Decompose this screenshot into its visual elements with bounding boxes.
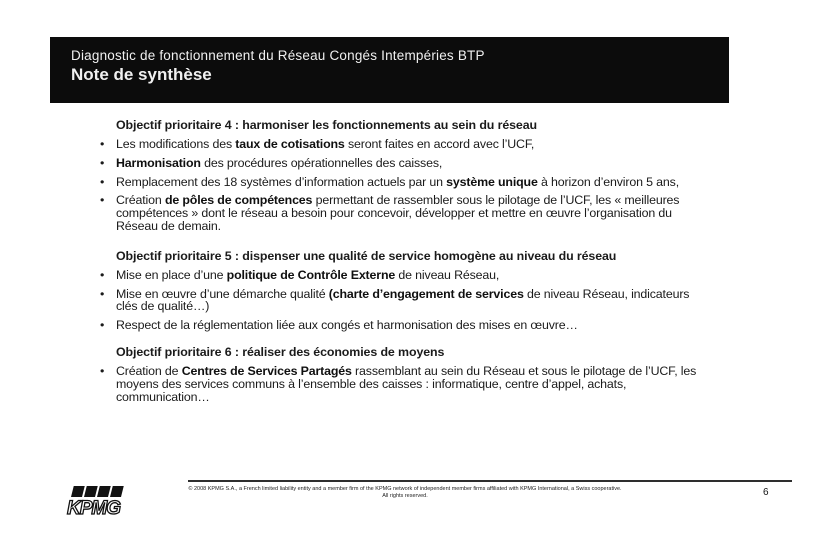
bullet-icon: • — [100, 267, 105, 282]
slide-header — [50, 37, 729, 103]
list-item — [100, 138, 714, 151]
page-title: Note de synthèse — [71, 65, 212, 84]
footer-divider — [188, 480, 792, 482]
list-item — [100, 319, 714, 332]
section-heading: Objectif prioritaire 6 : réaliser des économies de moyens — [116, 344, 445, 359]
kpmg-logo-icon — [66, 485, 126, 519]
bullet-icon: • — [100, 193, 105, 208]
bullet-icon: • — [100, 137, 105, 151]
copyright-line-1: © 2008 KPMG S.A., a French limited liability entity and a member firm of the KPMG network of independent member firms affiliated with KPMG International, a Swiss cooperative. — [188, 486, 622, 492]
list-item — [100, 288, 714, 314]
bullet-text: Respect de la réglementation liée aux congés et harmonisation des mises en œuvre… — [116, 318, 578, 333]
bullet-icon: • — [100, 174, 105, 189]
bullet-text: Création de pôles de compétences permettant de rassembler sous le pilotage de l’UCF, les « meilleures compétences » dont le réseau a besoin pour concevoir, développer et mettre en œuvre l’organisation du Réseau de demain. — [116, 193, 680, 233]
list-item — [100, 176, 714, 189]
bullet-text: Mise en place d’une politique de Contrôle Externe de niveau Réseau, — [116, 267, 500, 282]
bullet-icon: • — [100, 363, 105, 378]
list-item — [100, 365, 714, 403]
objective-section-3 — [100, 346, 714, 403]
header-subtitle: Diagnostic de fonctionnement du Réseau Congés Intempéries BTP — [71, 48, 485, 63]
objective-section-1 — [100, 119, 714, 233]
slide-body — [100, 119, 714, 409]
footer-copyright — [135, 486, 675, 500]
kpmg-logo-text: KPMG — [67, 498, 120, 519]
bullet-text: Les modifications des taux de cotisations seront faites en accord avec l’UCF, — [116, 137, 535, 151]
bullet-text: Mise en œuvre d’une démarche qualité (charte d’engagement de services de niveau Réseau, indicateurs clés de qualité…) — [116, 286, 690, 314]
bullet-icon: • — [100, 286, 105, 301]
page-number: 6 — [763, 487, 769, 498]
objective-section-2 — [100, 250, 714, 332]
list-item — [100, 157, 714, 170]
bullet-text: Création de Centres de Services Partagés rassemblant au sein du Réseau et sous le pilotage de l’UCF, les moyens des services communs à l’ensemble des caisses : informatique, centre d’appel, achats, communication… — [116, 363, 697, 404]
section-heading: Objectif prioritaire 5 : dispenser une qualité de service homogène au niveau du réseau — [116, 248, 617, 263]
bullet-icon: • — [100, 318, 105, 333]
bullet-text: Remplacement des 18 systèmes d’information actuels par un système unique à horizon d’environ 5 ans, — [116, 174, 680, 189]
bullet-text: Harmonisation des procédures opérationnelles des caisses, — [116, 155, 443, 170]
list-item — [100, 194, 714, 232]
copyright-line-2: All rights reserved. — [382, 493, 428, 499]
list-item — [100, 269, 714, 282]
section-heading: Objectif prioritaire 4 : harmoniser les fonctionnements au sein du réseau — [116, 118, 537, 132]
bullet-icon: • — [100, 155, 105, 170]
